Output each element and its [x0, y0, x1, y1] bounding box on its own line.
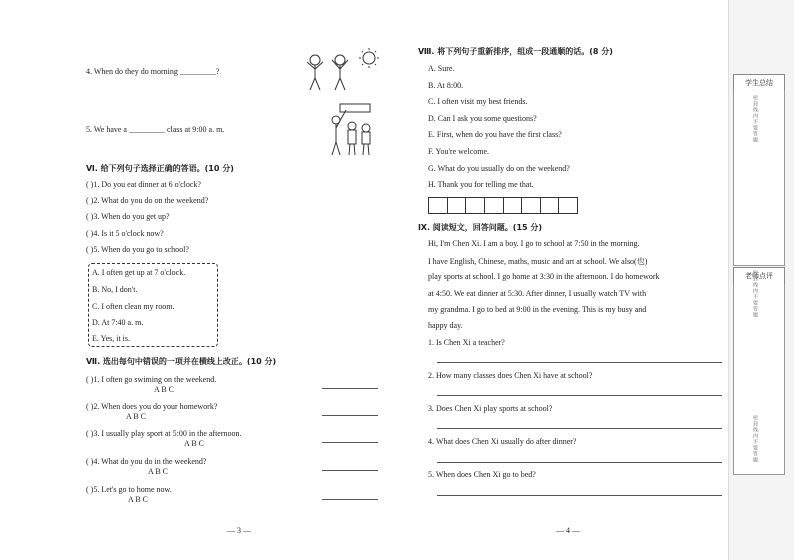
- student-summary-box[interactable]: [733, 91, 785, 266]
- sec8-item: C. I often visit my best friends.: [428, 97, 528, 106]
- passage-line: I have English, Chinese, maths, music and art at school. We also(也): [428, 257, 648, 266]
- sec6-option: A. I often get up at 7 o'clock.: [92, 268, 186, 277]
- question: 5. When does Chen Xi go to bed?: [428, 470, 536, 479]
- answer-line[interactable]: [322, 442, 378, 443]
- teacher-comment-title: 老师点评: [733, 267, 785, 285]
- question: 2. How many classes does Chen Xi have at school?: [428, 371, 593, 380]
- passage-line: play sports at school. I go home at 3:30 in the afternoon. I do homework: [428, 272, 660, 281]
- kids-exercising-illustration: [303, 48, 383, 93]
- section-8-title: Ⅷ. 将下列句子重新排序，组成一段通顺的话。(8 分): [418, 47, 613, 56]
- sec6-option: C. I often clean my room.: [92, 302, 175, 311]
- sec8-item: A. Sure.: [428, 64, 455, 73]
- seal-line-note: 密封线内不要答题: [752, 270, 758, 318]
- sec6-option: D. At 7:40 a. m.: [92, 318, 144, 327]
- sec6-item: ( )3. When do you get up?: [86, 212, 170, 221]
- sec7-abc: A B C: [184, 439, 205, 448]
- question: 3. Does Chen Xi play sports at school?: [428, 404, 553, 413]
- sec6-option: B. No, I don't.: [92, 285, 138, 294]
- question: 1. Is Chen Xi a teacher?: [428, 338, 505, 347]
- sec6-item: ( )1. Do you eat dinner at 6 o'clock?: [86, 180, 201, 189]
- seal-line-note: 密封线内不要答题: [752, 415, 758, 463]
- sec8-item: B. At 8:00.: [428, 81, 464, 90]
- seal-line-note: 密封线内不要答题: [752, 95, 758, 143]
- passage-line: my grandma. I go to bed at 9:00 in the evening. This is my busy and: [428, 305, 647, 314]
- passage-line: happy day.: [428, 321, 463, 330]
- sec6-item: ( )5. When do you go to school?: [86, 245, 189, 254]
- answer-line[interactable]: [322, 388, 378, 389]
- sec7-abc: A B C: [126, 412, 147, 421]
- answer-line[interactable]: [437, 462, 722, 463]
- question-4: 4. When do they do morning _________?: [86, 67, 220, 76]
- answer-line[interactable]: [322, 470, 378, 471]
- answer-line[interactable]: [437, 428, 722, 429]
- question: 4. What does Chen Xi usually do after dinner?: [428, 437, 577, 446]
- sec7-abc: A B C: [154, 385, 175, 394]
- sec7-abc: A B C: [128, 495, 149, 504]
- answer-line[interactable]: [322, 499, 378, 500]
- sec8-item: F. You're welcome.: [428, 147, 490, 156]
- student-summary-title: 学生总结: [733, 74, 785, 92]
- sec7-item: ( )2. When does you do your homework?: [86, 402, 218, 411]
- section-6-title: Ⅵ. 给下列句子选择正确的答语。(10 分): [86, 164, 234, 173]
- answer-line[interactable]: [437, 362, 722, 363]
- sec8-item: H. Thank you for telling me that.: [428, 180, 534, 189]
- sec7-abc: A B C: [148, 467, 169, 476]
- sec6-option: E. Yes, it is.: [92, 334, 131, 343]
- section-9-title: Ⅸ. 阅读短文，回答问题。(15 分): [418, 223, 543, 232]
- sec7-item: ( )5. Let's go to home now.: [86, 485, 172, 494]
- answer-line[interactable]: [437, 495, 722, 496]
- sec8-item: E. First, when do you have the first class?: [428, 130, 562, 139]
- sec8-item: G. What do you usually do on the weekend?: [428, 164, 570, 173]
- answer-line[interactable]: [322, 415, 378, 416]
- sec7-item: ( )4. What do you do in the weekend?: [86, 457, 207, 466]
- answer-line[interactable]: [437, 395, 722, 396]
- passage-line: at 4:50. We eat dinner at 5:30. After dinner, I usually watch TV with: [428, 289, 647, 298]
- sec7-item: ( )3. I usually play sport at 5:00 in the afternoon.: [86, 429, 242, 438]
- passage-line: Hi, I'm Chen Xi. I am a boy. I go to school at 7:50 in the morning.: [428, 239, 640, 248]
- question-5: 5. We have a _________ class at 9:00 a. m.: [86, 125, 225, 134]
- sec7-item: ( )1. I often go swiming on the weekend.: [86, 375, 217, 384]
- sec6-item: ( )2. What do you do on the weekend?: [86, 196, 209, 205]
- class-scene-illustration: [328, 102, 378, 157]
- page-number-right: — 4 —: [556, 526, 580, 535]
- sec8-item: D. Can I ask you some questions?: [428, 114, 537, 123]
- teacher-comment-box[interactable]: [733, 284, 785, 475]
- section-7-title: Ⅶ. 选出每句中错误的一项并在横线上改正。(10 分): [86, 357, 277, 366]
- page-number-left: — 3 —: [227, 526, 251, 535]
- order-answer-boxes[interactable]: [428, 197, 578, 214]
- sec6-item: ( )4. Is it 5 o'clock now?: [86, 229, 164, 238]
